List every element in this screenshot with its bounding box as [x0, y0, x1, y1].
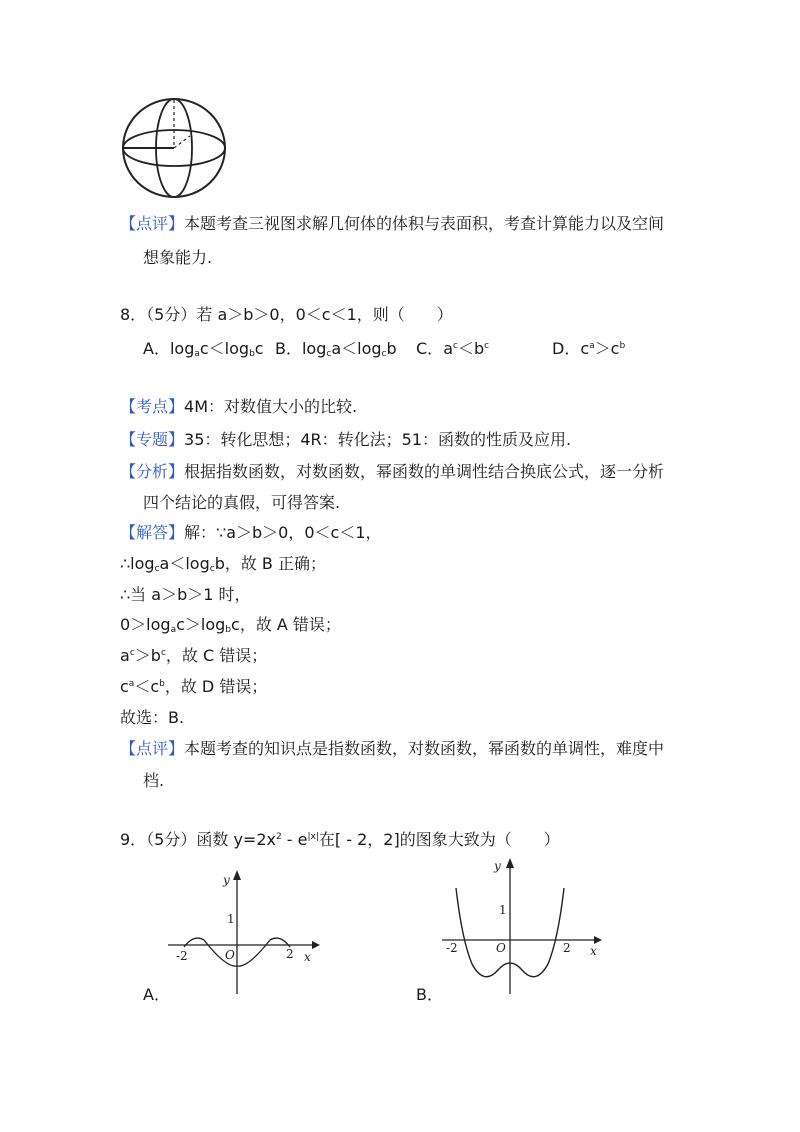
graph-b-x-label: x — [590, 944, 597, 958]
q8-review-text: 本题考查的知识点是指数函数，对数函数，幂函数的单调性，难度中 — [184, 739, 665, 758]
graph-a-tick-neg2: -2 — [176, 949, 188, 963]
graph-a-x-label: x — [304, 950, 311, 964]
q8-fenxi-line1 — [120, 461, 664, 483]
q8-step-6: 故选：B. — [120, 708, 185, 727]
graph-a-origin: O — [225, 948, 235, 962]
graph-a-y-arrow — [233, 870, 241, 880]
q8-step-5: $c^a<c^b$，故 D 错误； — [120, 677, 268, 696]
graph-b-y-label: y — [494, 859, 501, 873]
q9-graph-b — [438, 852, 602, 1000]
q8-zhuanti-tag: 【专题】 — [120, 430, 185, 449]
q9-option-b-label: B． — [416, 985, 443, 1004]
q8-jieda-text: 解：∵a＞b＞0，0＜c＜1， — [184, 523, 382, 542]
q8-option-a-label: A． — [143, 339, 170, 358]
graph-a-y-label: y — [223, 873, 230, 887]
graph-a-x-arrow — [312, 941, 320, 949]
q8-option-a-text: $\log_ac<\log_bc$ — [169, 339, 264, 359]
q8-option-a — [143, 338, 264, 360]
graph-a-tick-pos2: 2 — [286, 947, 294, 961]
q8-step-2: ∴当 a＞b＞1 时， — [120, 585, 251, 604]
q8-step-1: $\therefore\log_ca<\log_cb$，故 B 正确； — [120, 554, 326, 574]
q8-fenxi-text: 根据指数函数，对数函数，幂函数的单调性结合换底公式，逐一分析 — [184, 462, 665, 481]
q7-review-line1 — [120, 213, 664, 235]
graph-b-tick-1: 1 — [499, 903, 507, 917]
q8-kaodian-tag: 【考点】 — [120, 397, 185, 416]
q9-graph-a — [160, 868, 320, 1000]
q8-step-3: $0>\log_ac>\log_bc$，故 A 错误； — [120, 615, 341, 635]
graph-b-tick-neg2: -2 — [446, 941, 458, 955]
q8-kaodian — [120, 396, 357, 418]
q8-option-b — [275, 338, 397, 360]
graph-b-x-arrow — [594, 936, 602, 944]
q8-review-line2: 档. — [143, 771, 165, 790]
q8-fenxi-line2: 四个结论的真假，可得答案. — [143, 493, 341, 512]
q7-review-line2: 想象能力. — [143, 248, 213, 267]
q7-review-tag: 【点评】 — [120, 214, 185, 233]
q8-option-c-text: $a^c<b^c$ — [443, 339, 490, 358]
q8-option-c — [416, 338, 489, 360]
q8-option-b-text: $\log_ca<\log_cb$ — [301, 339, 397, 359]
q8-option-d-text: $c^a>c^b$ — [580, 339, 626, 358]
q8-step-4: $a^c>b^c$，故 C 错误； — [120, 646, 268, 665]
q8-jieda-tag: 【解答】 — [120, 523, 185, 542]
q9-option-a-label: A． — [143, 985, 170, 1004]
q9-stem: 9．（5分）函数 $y=2x^2 - e^{|x|}$在[ - 2，2]的图象大致为（ ） — [120, 830, 560, 849]
q8-zhuanti-text: 35：转化思想；4R：转化法；51：函数的性质及应用. — [184, 430, 572, 449]
q8-option-b-label: B． — [275, 339, 302, 358]
q8-zhuanti — [120, 429, 571, 451]
graph-b-origin: O — [496, 941, 506, 955]
q8-option-c-label: C． — [416, 339, 444, 358]
graph-b-y-arrow — [506, 858, 514, 868]
q8-kaodian-text: 4M：对数值大小的比较. — [184, 397, 358, 416]
sphere-figure — [118, 96, 230, 200]
q8-option-d-label: D． — [552, 339, 581, 358]
q8-option-d — [552, 338, 625, 360]
q8-jieda — [120, 522, 382, 544]
graph-b-tick-pos2: 2 — [563, 941, 571, 955]
q7-review-text: 本题考查三视图求解几何体的体积与表面积，考查计算能力以及空间 — [184, 214, 665, 233]
q8-fenxi-tag: 【分析】 — [120, 462, 185, 481]
q8-review-line1 — [120, 738, 664, 760]
graph-a-tick-1: 1 — [227, 912, 235, 926]
q8-stem: 8．（5分）若 a＞b＞0，0＜c＜1，则（ ） — [120, 305, 453, 324]
q8-review-tag: 【点评】 — [120, 739, 185, 758]
